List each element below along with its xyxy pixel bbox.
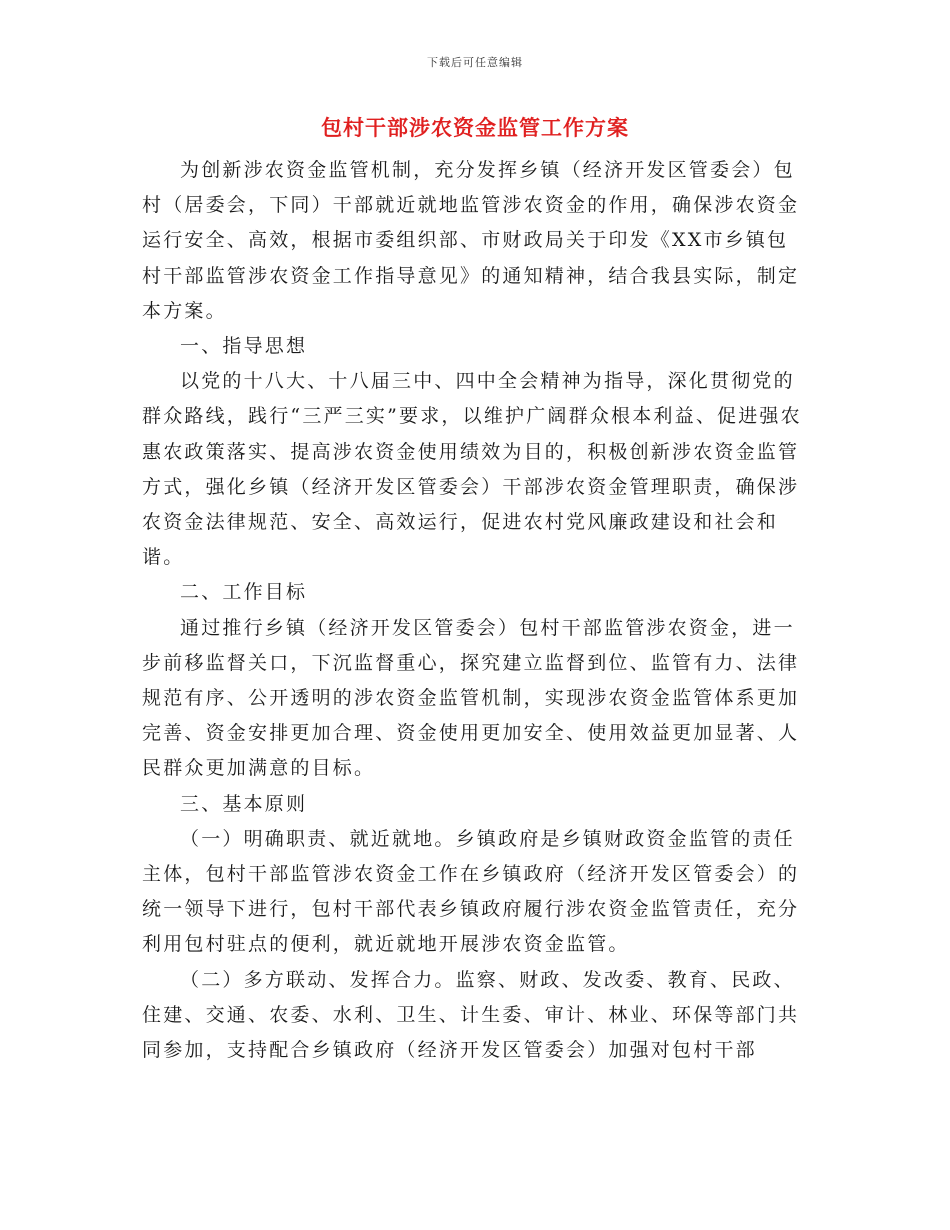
section-heading-guiding-ideology: 一、指导思想 [180, 335, 308, 358]
paragraph-work-goals: 通过推行乡镇（经济开发区管委会）包村干部监管涉农资金，进一步前移监督关口，下沉监督重心，探究建立监督到位、监管有力、法律规范有序、公开透明的涉农资金监管机制，实现涉农资金监管体系更加完善、资金安排更加合理、资金使用更加安全、使用效益更加显著、人民群众更加满意的目标。 [142, 616, 800, 780]
paragraph-principle-1: （一）明确职责、就近就地。乡镇政府是乡镇财政资金监管的责任主体，包村干部监管涉农资金工作在乡镇政府（经济开发区管委会）的统一领导下进行，包村干部代表乡镇政府履行涉农资金监管责任，充分利用包村驻点的便利，就近就地开展涉农资金监管。 [142, 827, 800, 956]
paragraph-intro: 为创新涉农资金监管机制，充分发挥乡镇（经济开发区管委会）包村（居委会，下同）干部就近就地监管涉农资金的作用，确保涉农资金运行安全、高效，根据市委组织部、市财政局关于印发《XX市乡镇包村干部监管涉农资金工作指导意见》的通知精神，结合我县实际，制定本方案。 [142, 159, 800, 322]
section-heading-work-goals: 二、工作目标 [180, 581, 308, 604]
page-header-note: 下载后可任意编辑 [427, 56, 523, 69]
document-body [142, 153, 808, 1068]
section-heading-basic-principles: 三、基本原则 [180, 792, 308, 815]
paragraph-principle-2: （二）多方联动、发挥合力。监察、财政、发改委、教育、民政、住建、交通、农委、水利、卫生、计生委、审计、林业、环保等部门共同参加，支持配合乡镇政府（经济开发区管委会）加强对包村干部 [142, 968, 800, 1062]
document-title: 包村干部涉农资金监管工作方案 [321, 115, 629, 140]
paragraph-guiding-ideology: 以党的十八大、十八届三中、四中全会精神为指导，深化贯彻党的群众路线，践行“三严三实”要求，以维护广阔群众根本利益、促进强农惠农政策落实、提高涉农资金使用绩效为目的，积极创新涉农资金监管方式，强化乡镇（经济开发区管委会）干部涉农资金管理职责，确保涉农资金法律规范、安全、高效运行，促进农村党风廉政建设和社会和谐。 [142, 370, 802, 569]
